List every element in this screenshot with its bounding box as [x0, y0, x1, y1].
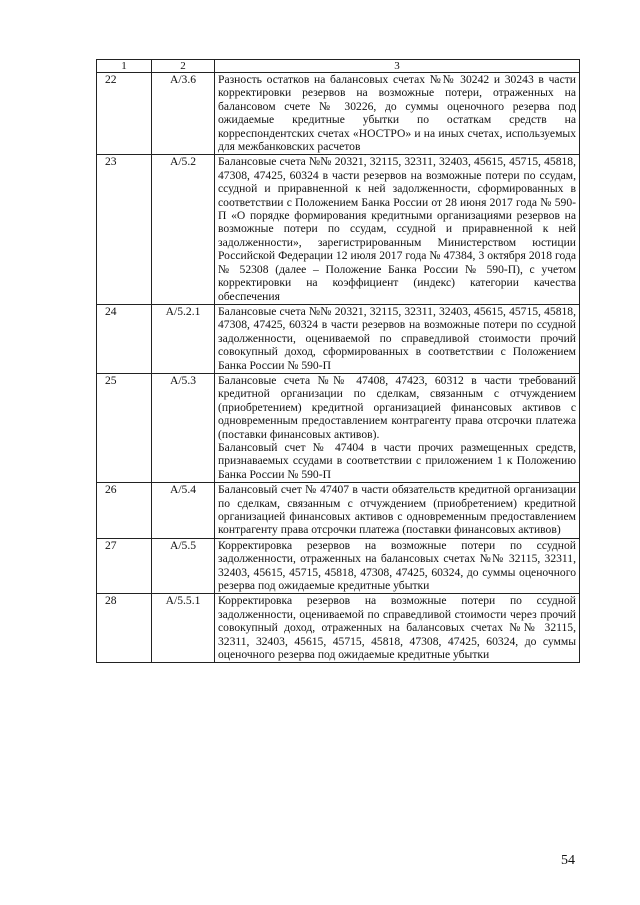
header-col-3: 3: [215, 60, 580, 73]
row-number-cell: 24: [97, 304, 152, 373]
header-col-1: 1: [97, 60, 152, 73]
table-row: [97, 594, 580, 663]
description-paragraph: Балансовые счета №№ 20321, 32115, 32311, 32403, 45615, 45715, 45818, 47308, 47425, 60324 в части резервов на возможные потери по ссудной задолженности, оцениваемой по справедливой стоимости прочий совокупный доход, сформированных в соответствии с Положением Банка России № 590-П: [218, 304, 576, 372]
description-paragraph: Разность остатков на балансовых счетах №№ 30242 и 30243 в части корректировки резервов на возможные потери, отраженных на балансовом счете № 30226, до суммы оценочного резерва под ожидаемые кредитные убытки по остаткам средств на корреспондентских счетах «НОСТРО» и на иных счетах, используемых для межбанковских расчетов: [218, 73, 576, 154]
row-number-cell: 28: [97, 594, 152, 663]
indicator-code-cell: А/5.3: [152, 373, 215, 482]
indicator-code-cell: А/3.6: [152, 73, 215, 155]
page-number: 54: [561, 853, 575, 868]
description-cell: [215, 304, 580, 373]
description-paragraph: Корректировка резервов на возможные потери по ссудной задолженности, отраженных на балансовых счетах №№ 32115, 32311, 32403, 45615, 45715, 45818, 47308, 47425, 60324, до суммы оценочного резерва под ожидаемые кредитные убытки: [218, 538, 576, 593]
accounts-table: [96, 59, 580, 663]
indicator-code-cell: А/5.2: [152, 155, 215, 304]
indicator-code-cell: А/5.5.1: [152, 594, 215, 663]
table-row: [97, 373, 580, 482]
table-row: [97, 304, 580, 373]
row-number-cell: 27: [97, 538, 152, 594]
row-number-cell: 23: [97, 155, 152, 304]
description-paragraph: Балансовый счет № 47407 в части обязательств кредитной организации по сделкам, связанным с отчуждением (приобретением) кредитной организацией финансовых активов с одновременным предоставлением контрагенту права отсрочки платежа (поставки финансовых активов): [218, 483, 576, 537]
row-number-cell: 25: [97, 373, 152, 482]
description-paragraph: Балансовый счет № 47404 в части прочих размещенных средств, признаваемых ссудами в соответствии с приложением 1 к Положению Банка России № 590-П: [218, 440, 576, 481]
description-paragraph: Корректировка резервов на возможные потери по ссудной задолженности, оцениваемой по справедливой стоимости через прочий совокупный доход, отраженных на балансовых счетах №№ 32115, 32311, 32403, 45615, 45715, 45818, 47308, 47425, 60324, до суммы оценочного резерва под ожидаемые кредитные убытки: [218, 594, 576, 662]
row-number-cell: 26: [97, 483, 152, 539]
table-row: [97, 73, 580, 155]
header-col-2: 2: [152, 60, 215, 73]
description-cell: [215, 73, 580, 155]
table-row: [97, 538, 580, 594]
indicator-code-cell: А/5.5: [152, 538, 215, 594]
description-cell: [215, 594, 580, 663]
description-cell: [215, 155, 580, 304]
description-cell: [215, 538, 580, 594]
description-paragraph: Балансовые счета №№ 20321, 32115, 32311, 32403, 45615, 45715, 45818, 47308, 47425, 60324 в части резервов на возможные потери по ссудам, ссудной и приравненной к ней задолженности, сформированных в соответствии с Положением Банка России от 28 июня 2017 года № 590-П «О порядке формирования кредитными организациями резервов на возможные потери по ссудам, ссудной и приравненной к ней задолженности», зарегистрированным Министерством юстиции Российской Федерации 12 июля 2017 года № 47384, 3 октября 2018 года № 52308 (далее – Положение Банка России № 590-П), с учетом корректировки на коэффициент (индекс) категории качества обеспечения: [218, 155, 576, 303]
table-row: [97, 155, 580, 304]
indicator-code-cell: А/5.4: [152, 483, 215, 539]
table-row: [97, 483, 580, 539]
description-cell: [215, 483, 580, 539]
table-body: [97, 60, 580, 663]
indicator-code-cell: А/5.2.1: [152, 304, 215, 373]
row-number-cell: 22: [97, 73, 152, 155]
description-paragraph: Балансовые счета №№ 47408, 47423, 60312 в части требований кредитной организации по сделкам, связанным с отчуждением (приобретением) кредитной организацией финансовых активов с одновременным предоставлением контрагенту права отсрочки платежа (поставки финансовых активов).: [218, 373, 576, 441]
description-cell: [215, 373, 580, 482]
table-header-row: [97, 60, 580, 73]
